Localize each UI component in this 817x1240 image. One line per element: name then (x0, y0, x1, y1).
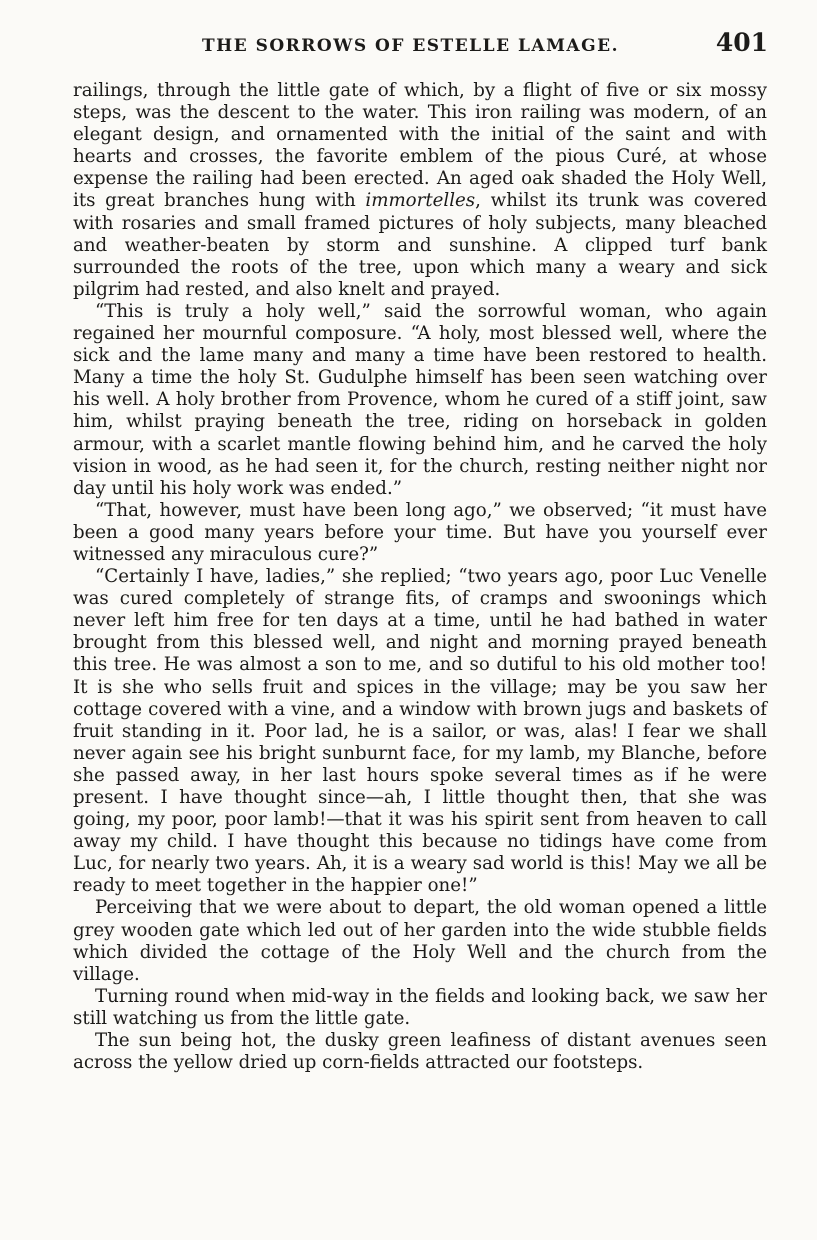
page-header (72, 28, 768, 64)
paragraph (73, 80, 767, 301)
paragraph (73, 301, 767, 500)
paragraph (73, 566, 767, 897)
paragraph-text: railings, through the little gate of which, by a flight of five or six mossy steps, was the descent to the water. This iron railing was modern, of an elegant design, and ornamented with the initial of the saint and with hearts and crosses, the favorite emblem of the pious Curé, at whose expense the railing had been erected. An aged oak shaded the Holy Well, its great branches hung with (73, 80, 767, 212)
paragraph-text: Perceiving that we were about to depart, the old woman opened a little grey wooden gate which led out of her garden into the wide stubble fields which divided the cottage of the Holy Well and the church from the village. (73, 897, 767, 985)
paragraph (73, 986, 767, 1030)
paragraph (73, 897, 767, 985)
page-number: 401 (715, 28, 768, 57)
paragraph (73, 500, 767, 566)
paragraph-text: “Certainly I have, ladies,” she replied; “two years ago, poor Luc Venelle was cured completely of strange fits, of cramps and swoonings which never left him free for ten days at a time, until he had bathed in water brought from this blessed well, and night and morning prayed beneath this tree. He was almost a son to me, and so dutiful to his old mother too! It is she who sells fruit and spices in the village; may be you saw her cottage covered with a vine, and a window with brown jugs and baskets of fruit standing in it. Poor lad, he is a sailor, or was, alas! I fear we shall never again see his bright sunburnt face, for my lamb, my Blanche, before she passed away, in her last hours spoke several times as if he were present. I have thought since—ah, I little thought then, that she was going, my poor, poor lamb!—that it was his spirit sent from heaven to call away my child. I have thought this because no tidings have come from Luc, for nearly two years. Ah, it is a weary sad world is this! May we all be ready to meet together in the happier one!” (73, 566, 767, 897)
paragraph-text: The sun being hot, the dusky green leafiness of distant avenues seen across the yellow dried up corn-fields attracted our footsteps. (73, 1030, 767, 1074)
body-text (73, 80, 767, 1074)
running-title: THE SORROWS OF ESTELLE LAMAGE. (202, 36, 619, 56)
paragraph-text: , whilst its trunk was covered with rosaries and small framed pictures of holy subjects, many bleached and weather-beaten by storm and sunshine. A clipped turf bank surrounded the roots of the tree, upon which many a weary and sick pilgrim had rested, and also knelt and prayed. (73, 190, 767, 300)
paragraph-text: “That, however, must have been long ago,” we observed; “it must have been a good many years before your time. But have you yourself ever witnessed any miraculous cure?” (73, 499, 767, 565)
paragraph-text: Turning round when mid-way in the fields and looking back, we saw her still watching us from the little gate. (73, 985, 767, 1029)
paragraph-text: “This is truly a holy well,” said the sorrowful woman, who again regained her mournful composure. “A holy, most blessed well, where the sick and the lame many and many a time have been restored to health. Many a time the holy St. Gudulphe himself has been seen watching over his well. A holy brother from Provence, whom he cured of a stiff joint, saw him, whilst praying beneath the tree, riding on horseback in golden armour, with a scarlet mantle flowing behind him, and he carved the holy vision in wood, as he had seen it, for the church, resting neither night nor day until his holy work was ended.” (73, 300, 767, 499)
paragraph (73, 1030, 767, 1074)
italic-word: immortelles (365, 190, 476, 212)
